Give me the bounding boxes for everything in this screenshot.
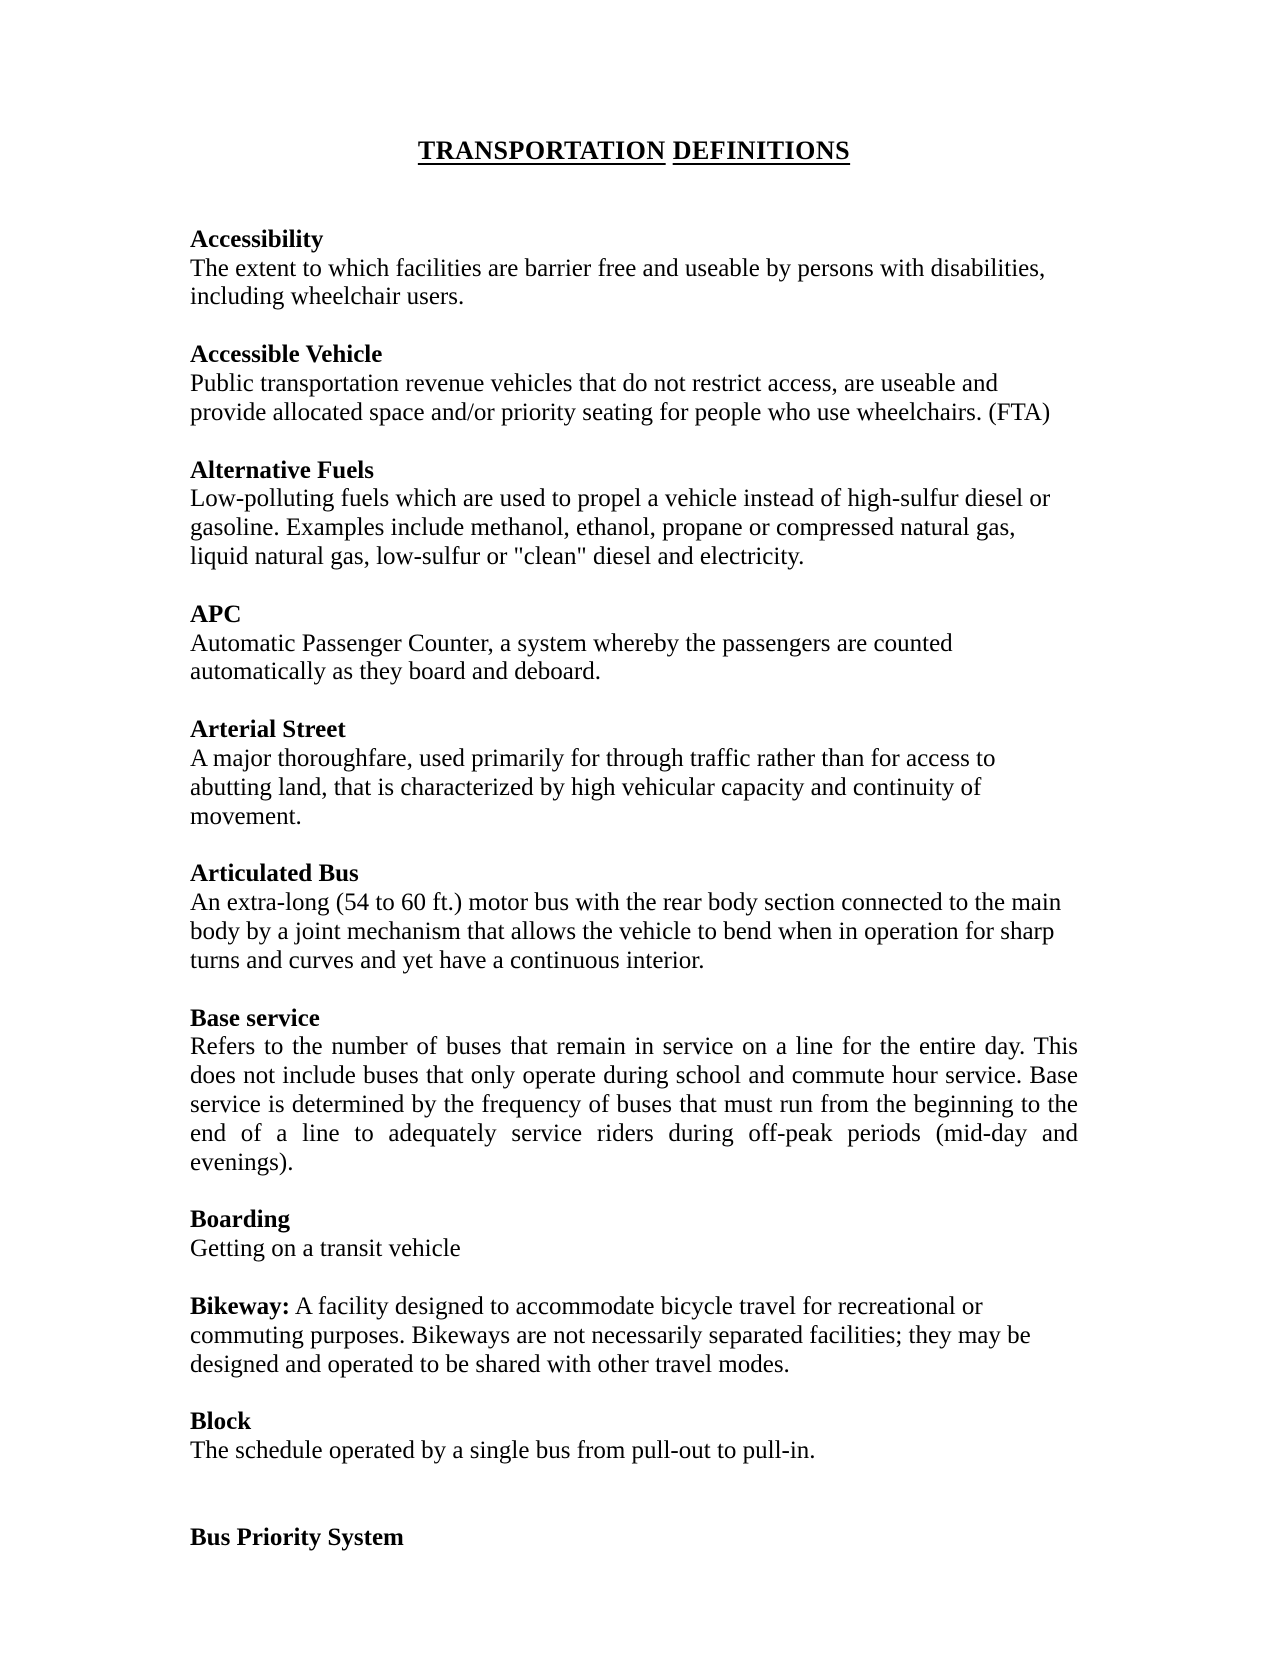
definition-term: Boarding: [190, 1206, 291, 1234]
definition-body: Automatic Passenger Counter, a system whereby the passengers are counted automatically as they board and deboard.: [190, 629, 953, 686]
definition-section: [190, 1408, 1078, 1466]
definition-body: The extent to which facilities are barrier free and useable by persons with disabilities, including wheelchair users.: [190, 254, 1046, 311]
definition-body: Low-polluting fuels which are used to propel a vehicle instead of high-sulfur diesel or gasoline. Examples include methanol, ethanol, propane or compressed natural gas, liquid natural gas, low-sulfur or "clean" diesel and electricity.: [190, 485, 1051, 571]
page-title: [190, 136, 1078, 166]
definition-term: Block: [190, 1408, 252, 1436]
definition-term: Bus Priority System: [190, 1523, 404, 1551]
definition-section: [190, 1206, 1078, 1264]
definition-body: Public transportation revenue vehicles that do not restrict access, are useable and provide allocated space and/or priority seating for people who use wheelchairs. (FTA): [190, 370, 1051, 426]
definition-term: Accessibility: [190, 225, 324, 253]
definition-section: [190, 457, 1078, 572]
definition-body: Getting on a transit vehicle: [190, 1235, 461, 1263]
definition-term: Alternative Fuels: [190, 456, 374, 484]
definition-section: [190, 601, 1078, 687]
definition-body: Refers to the number of buses that remain in service on a line for the entire day. This does not include buses that only operate during school and commute hour service. Base service is determined by the frequency of buses that must run from the beginning to the end of a line to adequately service riders during off-peak periods (mid-day and evenings).: [190, 1033, 1078, 1176]
definition-section: [190, 716, 1078, 831]
definition-term: Bikeway:: [190, 1293, 290, 1320]
definition-body: The schedule operated by a single bus from pull-out to pull-in.: [190, 1437, 816, 1465]
definition-term: APC: [190, 600, 242, 628]
definition-body: An extra-long (54 to 60 ft.) motor bus with the rear body section connected to the main body by a joint mechanism that allows the vehicle to bend when in operation for sharp turns and curves and yet have a continuous interior.: [190, 889, 1062, 974]
definition-section: [190, 226, 1078, 312]
definition-section: [190, 860, 1078, 975]
definition-section: [190, 1293, 1078, 1379]
definition-term: Accessible Vehicle: [190, 341, 383, 369]
definitions-list: [190, 226, 1078, 1553]
definition-section: [190, 1524, 1078, 1553]
definition-body: A major thoroughfare, used primarily for through traffic rather than for access to abutting land, that is characterized by high vehicular capacity and continuity of movement.: [190, 745, 996, 830]
definition-body: Bikeway: A facility designed to accommodate bicycle travel for recreational or commuting purposes. Bikeways are not necessarily separated facilities; they may be designed and operated to be shared with other travel modes.: [190, 1293, 1031, 1378]
definition-term: Articulated Bus: [190, 860, 359, 888]
definition-section: [190, 341, 1078, 427]
definition-term: Base service: [190, 1004, 320, 1032]
page-title-word-2: DEFINITIONS: [672, 136, 851, 165]
definition-term: Arterial Street: [190, 716, 346, 744]
document-content: [190, 136, 1078, 1553]
page-title-word-1: TRANSPORTATION: [417, 136, 666, 165]
definition-section: [190, 1005, 1078, 1178]
